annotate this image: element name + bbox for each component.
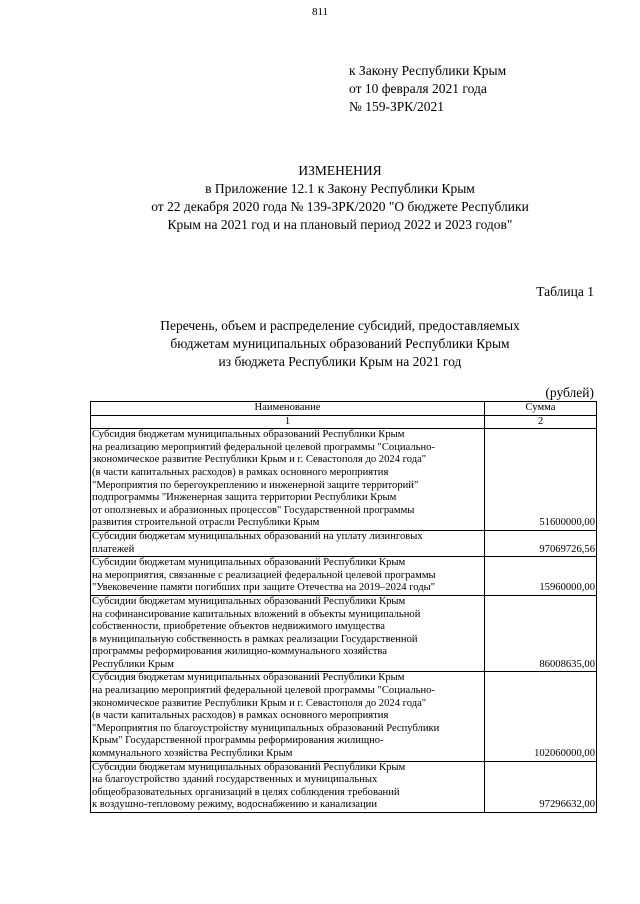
subsidy-name-cell: Субсидия бюджетам муниципальных образований Республики Крым на реализацию мероприятий федеральной целевой программы "Социально- экономическое развитие Республики Крым и г. Севастополя до 2024 года" (в части капитальных расходов) в рамках основного мероприятия "Мероприятия по благоустройству муниципальных образований Республики Крым" Государственной программы реформирования жилищно- коммунального хозяйства Республики Крым — [91, 672, 485, 761]
subsidy-amount-cell: 51600000,00 — [485, 429, 597, 531]
column-number: 2 — [485, 415, 597, 429]
subsidy-name-cell: Субсидии бюджетам муниципальных образований Республики Крым на софинансирование капитальных вложений в объекты муниципальной собственности, приобретение объектов недвижимого имущества в муниципальную собственность в рамках реализации Государственной программы реформирования жилищно-коммунального хозяйства Республики Крым — [91, 595, 485, 672]
column-number: 1 — [91, 415, 485, 429]
table-body — [91, 429, 597, 813]
currency-units: (рублей) — [545, 385, 594, 400]
subsidy-amount-cell: 97296632,00 — [485, 761, 597, 812]
subsidy-amount-cell: 102060000,00 — [485, 672, 597, 761]
title-line: Крым на 2021 год и на плановый период 2022 и 2023 годов" — [167, 217, 513, 232]
page-number: 811 — [311, 6, 329, 18]
title-line: в Приложение 12.1 к Закону Республики Крым — [205, 181, 475, 196]
description-line: Перечень, объем и распределение субсидий, предоставляемых — [160, 318, 520, 333]
subsidy-name-cell: Субсидии бюджетам муниципальных образований Республики Крым на благоустройство зданий государственных и муниципальных общеобразовательных организаций в целях соблюдения требований к воздушно-тепловому режиму, водоснабжению и канализации — [91, 761, 485, 812]
description-line: из бюджета Республики Крым на 2021 год — [218, 354, 462, 369]
table-row — [91, 530, 597, 556]
title-line: от 22 декабря 2020 года № 139-ЗРК/2020 "О бюджете Республики — [151, 199, 529, 214]
subsidy-name-cell: Субсидия бюджетам муниципальных образований Республики Крым на реализацию мероприятий федеральной целевой программы "Социально- экономическое развитие Республики Крым и г. Севастополя до 2024 года" (в части капитальных расходов) в рамках основного мероприятия "Мероприятия по берегоукреплению и инженерной защите территорий" подпрограммы "Инженерная защита территории Республики Крым от оползневых и абразионных процессов" Государственной программы развития строительной отрасли Республики Крым — [91, 429, 485, 531]
subsidy-amount-cell: 97069726,56 — [485, 530, 597, 556]
table-row — [91, 672, 597, 761]
table-numbering-row — [91, 415, 597, 429]
table-row — [91, 557, 597, 596]
table-row — [91, 761, 597, 812]
description-line: бюджетам муниципальных образований Республики Крым — [170, 336, 510, 351]
title-line: ИЗМЕНЕНИЯ — [298, 163, 382, 178]
table-row — [91, 429, 597, 531]
table-label: Таблица 1 — [536, 284, 594, 299]
subsidy-name-cell: Субсидии бюджетам муниципальных образований на уплату лизинговых платежей — [91, 530, 485, 556]
subsidy-amount-cell: 15960000,00 — [485, 557, 597, 596]
document-title — [40, 162, 640, 234]
table-header-row — [91, 402, 597, 416]
law-reference — [349, 62, 506, 116]
law-reference-line: от 10 февраля 2021 года — [349, 81, 487, 96]
subsidy-amount-cell: 86008635,00 — [485, 595, 597, 672]
law-reference-line: № 159-ЗРК/2021 — [349, 99, 445, 114]
header-name: Наименование — [91, 402, 485, 416]
header-amount: Сумма — [485, 402, 597, 416]
subsidy-name-cell: Субсидии бюджетам муниципальных образований Республики Крым на мероприятия, связанные с реализацией федеральной целевой программы "Увековечение памяти погибших при защите Отечества на 2019–2024 годы" — [91, 557, 485, 596]
table-description — [40, 317, 640, 371]
subsidies-table — [90, 401, 597, 813]
law-reference-line: к Закону Республики Крым — [349, 63, 507, 78]
table-row — [91, 595, 597, 672]
